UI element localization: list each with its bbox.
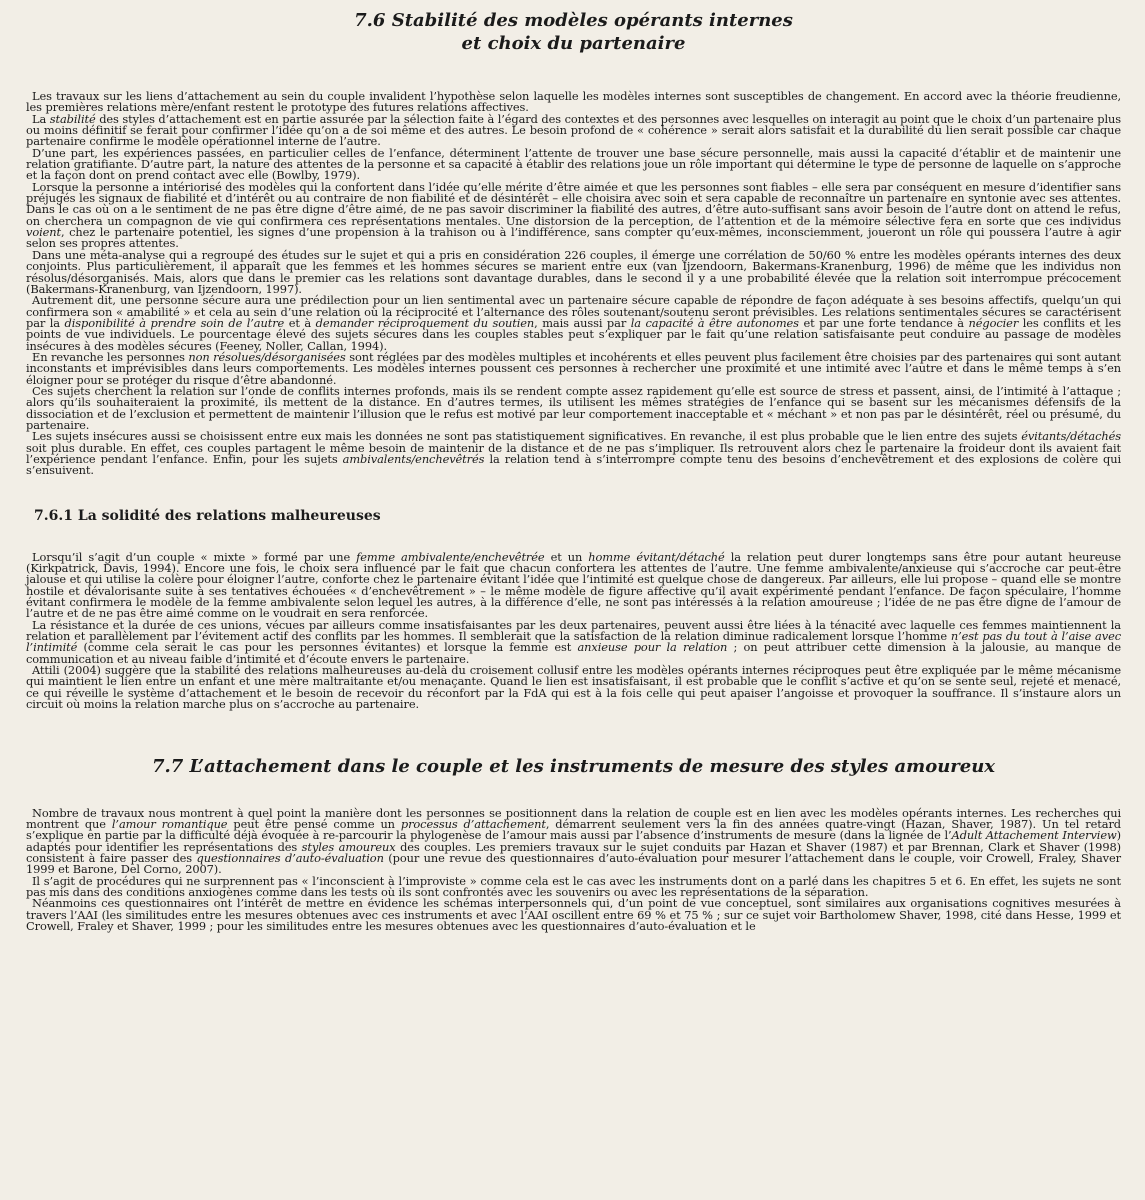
paragraph: [26, 617, 1122, 666]
paragraph-text: La résistance et la durée de ces unions, vécues par ailleurs comme insatisfaisantes par les deux partenaires, peuvent aussi être liées à la ténacité avec laquelle ces femmes maintiennent la relation et parallèlement par l’évitement actif des conflits par les hommes. Il semblerait que la satisfaction de la relation diminue radicalement lorsque l’homme: [26, 617, 1121, 644]
paragraph-text: la relation tend à s’interrompre compte tenu des besoins d’enchevêtrement et des explosions de colère qui s’ensuivent.: [26, 452, 1121, 478]
paragraph: [26, 349, 1122, 387]
paragraph-text: Nombre de travaux nous montrent à quel point la manière dont les personnes se positionnent dans la relation de couple est en lien avec les modèles opérants internes. Les recherches qui montrent que: [26, 805, 1121, 831]
paragraph-text: soit plus durable. En effet, ces couples partagent le même besoin de maintenir de la distance et de ne pas s’impliquer. Ils retrouvent alors chez le partenaire la froideur dont ils avaient fait l’expérience pendant l’enfance. Enfin, pour les sujets: [26, 440, 1121, 466]
italic-phrase: homme évitant/détaché: [588, 549, 725, 564]
paragraph-text: D’une part, les expériences passées, en particulier celles de l’enfance, déterminent l’attente de trouver une base sécure personnelle, mais aussi la capacité d’établir et de maintenir une relation gratifiante. D’autre part, la nature des attentes de la personne et sa capacité à établir des relations joue un rôle important qui détermine le type de personne de laquelle on s’approche et la façon dont on prend contact avec elle (Bowlby, 1979).: [26, 145, 1121, 183]
paragraph-text: et un: [544, 549, 589, 564]
paragraph-text: Néanmoins ces questionnaires ont l’intérêt de mettre en évidence les schémas interpersonnels qui, d’un point de vue conceptuel, sont similaires aux organisations cognitives mesurées à travers l’AAI (les similitudes entre les mesures obtenues avec ces instruments et avec l’AAI oscillent entre 69 % et 75 % ; sur ce sujet voir Bartholomew Shaver, 1998, cité dans Hesse, 1999 et Crowell, Fraley et Shaver, 1999 ; pour les similitudes entre les mesures obtenues avec les questionnaires d’auto-évaluation et le: [26, 896, 1121, 933]
italic-phrase: évitants/détachés: [1021, 429, 1121, 444]
paragraph-text: ; on peut attribuer cette dimension à la jalousie, au manque de communication et au niveau faible d’intimité et d’écoute envers le partenaire.: [26, 640, 1121, 666]
paragraph-text: et par une forte tendance à: [798, 315, 969, 330]
subsection-body: [26, 549, 1122, 712]
italic-phrase: processus d’attachement: [400, 816, 546, 831]
section-title: 7.7 L’attachement dans le couple et les instruments de mesure des styles amoureux: [151, 755, 996, 777]
paragraph-text: , mais aussi par: [534, 315, 631, 330]
paragraph: [26, 111, 1121, 149]
paragraph-text: sont réglées par des modèles multiples et incohérents et elles peuvent plus facilement être choisies par des partenaires qui sont autant inconstants et imprévisibles dans leurs comportements. Les modèles internes poussent ces personnes à rechercher une proximité et une intimité avec l’autre et dans le même temps à s’en éloigner pour se protéger du risque d’être abandonné.: [26, 349, 1122, 387]
paragraph: [26, 873, 1121, 899]
paragraph-text: la relation peut durer longtemps sans être pour autant heureuse (Kirkpatrick, Davis, 1994). Encore une fois, le choix sera influencé par le fait que chacun confortera les attentes de l’autre. Une femme ambivalente/anxieuse qui s’accroche car peut-être jalouse et qui utilise la colère pour éloigner l’autre, conforte chez le partenaire évitant l’idée que l’intimité est quelque chose de dangereux. Par ailleurs, elle lui propose – quand elle se montre hostile et dévalorisante suite à ses tentatives échouées « d’enchevêtrement » – le même modèle de figure affective qu’il avait expérimenté pendant l’enfance. De façon spéculaire, l’homme évitant confirmera le modèle de la femme ambivalente selon lequel les autres, à la différence d’elle, ne sont pas intéressés à la relation amoureuse ; l’idée de ne pas être digne de l’amour de l’autre et de ne pas être aimé comme on le voudrait en sera renforcée.: [26, 549, 1121, 621]
paragraph-text: les conflits et les points de vue individuels. Le pourcentage élevé des sujets sécures dans les couples stables peut s’expliquer par le fait qu’une relation satisfaisante peut conduire au passage de modèles insécures à des modèles sécures (Feeney, Noller, Callan, 1994).: [26, 315, 1121, 353]
paragraph-text: La: [32, 111, 50, 126]
italic-phrase: la capacité à être autonomes: [630, 315, 799, 330]
italic-phrase: voient: [26, 225, 61, 240]
italic-phrase: anxieuse pour la relation: [577, 640, 728, 655]
paragraph: [26, 145, 1121, 183]
italic-phrase: femme ambivalente/enchevêtrée: [356, 549, 545, 564]
section-body: [26, 805, 1122, 933]
paragraph: [26, 898, 1121, 932]
italic-phrase: n’est pas du tout à l’aise avec l’intimité: [26, 629, 1122, 655]
paragraph-text: , chez le partenaire potentiel, les signes d’une propension à la trahison ou à l’indifférence, sans compter qu’eux-mêmes, inconsciemment, joueront un rôle qui poussera l’autre à agir selon ses propres attentes.: [26, 225, 1121, 251]
paragraph-text: Il s’agit de procédures qui ne surprennent pas « l’inconscient à l’improviste » comme cela est le cas avec les instruments dont on a parlé dans les chapitres 5 et 6. En effet, les sujets ne sont pas mis dans des conditions anxiogènes comme dans les tests où ils sont confrontés avec les souvenirs ou avec les représentations de la séparation.: [26, 873, 1121, 899]
paragraph-text: peut être pensé comme un: [227, 816, 401, 831]
paragraph-text: des styles d’attachement est en partie assurée par la sélection faite à l’égard des contextes et des personnes avec lesquelles on interagit au point que le choix d’un partenaire plus ou moins définitif se ferait pour confirmer l’idée qu’on a de soi même et des autres. Le besoin profond de « cohérence » serait alors satisfait et la durabilité du lien serait possible car chaque partenaire confirme le modèle opérationnel interne de l’autre.: [26, 111, 1121, 149]
italic-phrase: styles amoureux: [301, 839, 396, 854]
paragraph-text: , démarrent seulement vers la fin des années quatre-vingt (Hazan, Shaver, 1987). Un tel retard s’explique en partie par la difficulté déjà évoquée à re-parcourir la phylogenèse de l’amour mais aussi par l’absence d’instruments de mesure (dans la lignée de l’: [26, 816, 1121, 843]
italic-phrase: questionnaires d’auto-évaluation: [196, 850, 384, 865]
paragraph-text: Les sujets insécures aussi se choisissent entre eux mais les données ne sont pas statistiquement significatives. En revanche, il est plus probable que le lien entre des sujets: [32, 429, 1022, 444]
paragraph: [26, 383, 1121, 432]
italic-phrase: l’amour romantique: [111, 816, 228, 831]
paragraph: [26, 179, 1121, 251]
section-title-line-2: et choix du partenaire: [461, 33, 686, 54]
italic-phrase: ambivalents/enchevêtrés: [342, 452, 485, 466]
paragraph-text: Les travaux sur les liens d’attachement au sein du couple invalident l’hypothèse selon laquelle les modèles internes sont susceptibles de changement. En accord avec la théorie freudienne, les premières relations mère/enfant restent le prototype des futures relations affectives.: [26, 89, 1121, 115]
paragraph-text: (pour une revue des questionnaires d’auto-évaluation pour mesurer l’attachement dans le couple, voir Crowell, Fraley, Shaver 1999 et Barone, Del Corno, 2007).: [26, 850, 1121, 877]
paragraph: [26, 665, 1121, 710]
paragraph-text: Lorsqu’il s’agit d’un couple « mixte » formé par une: [32, 549, 357, 564]
italic-phrase: demander réciproquement du soutien: [315, 315, 535, 330]
paragraph-text: Dans une méta-analyse qui a regroupé des études sur le sujet et qui a pris en considération 226 couples, il émerge une corrélation de 50/60 % entre les modèles opérants internes des deux conjoints. Plus particulièrement, il apparaît que les femmes et les hommes sécures se marient entre eux (van Ijzendoorn, Bakermans-Kranenburg, 1996) de même que les individus non résolus/désorganisés. Mais, alors que dans le premier cas les relations sont davantage durables, dans le second il y a une probabilité élevée que la relation soit interrompue précocement (Bakermans-Kranenburg, van Ijzendoorn, 1997).: [26, 247, 1121, 296]
paragraph-text: Ces sujets cherchent la relation sur l’onde de conflits internes profonds, mais ils se rendent compte assez rapidement qu’elle est source de stress et passent, ainsi, de l’intimité à l’attaque ; alors qu’ils souhaiteraient la proximité, ils mettent de la distance. En d’autres termes, ils utilisent les mêmes stratégies de l’enfance qui se basent sur les mécanismes défensifs de la dissociation et de l’exclusion et permettent de maintenir l’illusion que le refus est motivé par leur comportement inacceptable et « méchant » et non pas par le désintérêt, réel ou présumé, du partenaire.: [26, 383, 1121, 432]
paragraph-text: ) adaptés pour identifier les représentations des: [26, 828, 1122, 854]
paragraph: [26, 805, 1122, 877]
paragraph: [26, 549, 1121, 621]
italic-phrase: Adult Attachement Interview: [951, 828, 1117, 843]
section-title-line-1: 7.6 Stabilité des modèles opérants internes: [354, 10, 793, 31]
paragraph-text: (comme cela serait le cas pour les personnes évitantes) et lorsque la femme est: [77, 640, 578, 655]
paragraph-text: Attili (2004) suggère que la stabilité des relations malheureuses au-delà du croisement collusif entre les modèles opérants internes réciproques peut être expliquée par le même mécanisme qui maintient le lien entre un enfant et une mère maltraitante et/ou menaçante. Quand le lien est insatisfaisant, il est probable que le conflit s’active et qu’on se sente seul, rejeté et menacé, ce qui réveille le système d’attachement et le besoin de recevoir du réconfort par la FdA qui est à la fois celle qui peut apaiser l’angoisse et provoquer la souffrance. Il s’instaure alors un circuit où moins la relation marche plus on s’accroche au partenaire.: [26, 663, 1121, 712]
italic-phrase: négocier: [968, 315, 1019, 330]
paragraph: [26, 91, 1121, 114]
paragraph: [26, 295, 1121, 352]
paragraph-text: Autrement dit, une personne sécure aura une prédilection pour un lien sentimental avec un partenaire sécure capable de répondre de façon adéquate à ses besoins affectifs, quelqu’un qui confirmera son « amabilité » et cela au sein d’une relation où la réciprocité et l’alternance des rôles soutenant/soutenu seront prévisibles. Les relations sentimentales sécures se caractérisent par la: [26, 293, 1121, 330]
subsection-title: 7.6.1 La solidité des relations malheureuses: [34, 507, 381, 524]
italic-phrase: non résolues/désorganisées: [188, 349, 346, 364]
paragraph: [26, 431, 1121, 476]
paragraph-text: des couples. Les premiers travaux sur le sujet conduits par Hazan et Shaver (1987) et par Brennan, Clark et Shaver (1998) consistent à faire passer des: [26, 839, 1121, 865]
italic-phrase: stabilité: [49, 111, 96, 126]
section-title: [26, 0, 1121, 55]
paragraph-text: et à: [284, 315, 316, 330]
section-body: [26, 91, 1121, 477]
paragraph: [26, 247, 1121, 296]
paragraph-text: En revanche les personnes: [32, 349, 189, 364]
paragraph-text: Lorsque la personne a intériorisé des modèles qui la confortent dans l’idée qu’elle mérite d’être aimée et que les personnes sont fiables – elle sera par conséquent en mesure d’identifier sans préjugés les signaux de fiabilité et d’intérêt ou au contraire de non fiabilité et de désintérêt – elle choisira avec soin et sera capable de reconnaître un partenaire en syntonie avec ses attentes. Dans le cas où on a le sentiment de ne pas être digne d’être aimé, de ne pas savoir discriminer la fiabilité des autres, d’être auto-suffisant sans avoir besoin de l’autre dont on attend le refus, on cherchera un compagnon de vie qui confirmera ces représentations mentales. Une distorsion de la perception, de l’attention et de la mémoire sélective fera en sorte que ces individus: [26, 179, 1121, 228]
italic-phrase: disponibilité à prendre soin de l’autre: [64, 315, 285, 330]
